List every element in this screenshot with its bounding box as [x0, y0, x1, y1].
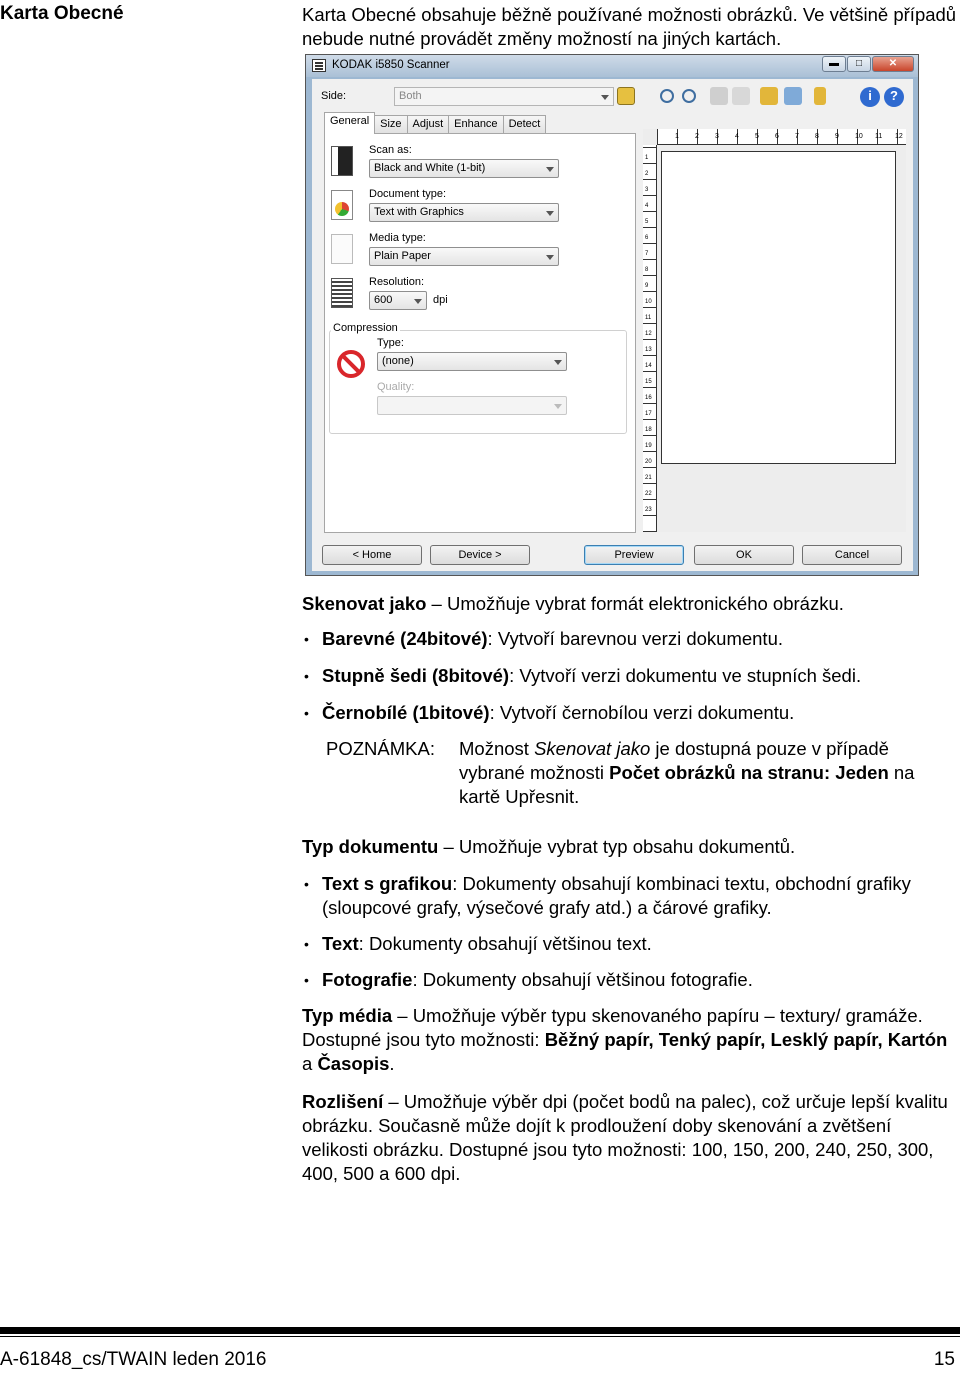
chevron-down-icon: [601, 95, 609, 100]
chevron-down-icon: [554, 404, 562, 409]
note-part1: Možnost: [459, 738, 535, 759]
ruler-left-label: 14: [645, 363, 652, 369]
document-type-select[interactable]: [369, 203, 559, 222]
quality-label: Quality:: [377, 381, 415, 393]
doc-type-heading-desc: – Umožňuje vybrat typ obsahu dokumentů.: [438, 836, 796, 857]
ruler-left-label: 11: [645, 315, 652, 321]
chevron-down-icon: [554, 360, 562, 365]
chevron-down-icon: [546, 211, 554, 216]
scan-as-icon: [331, 146, 353, 176]
color-desc: : Vytvoří barevnou verzi dokumentu.: [487, 628, 784, 649]
scan-as-heading-desc: – Umožňuje vybrat formát elektronického obrázku.: [426, 593, 844, 614]
image-icon[interactable]: [784, 87, 802, 105]
note-italic: Skenovat jako: [534, 738, 651, 759]
compression-type-select[interactable]: [377, 352, 567, 371]
section-title: Karta Obecné: [0, 3, 124, 24]
footer-rule: [0, 1327, 960, 1334]
ruler-top-label: 11: [875, 133, 883, 140]
media-type-label: Media type:: [369, 232, 426, 244]
quality-select[interactable]: [377, 396, 567, 415]
tab-general[interactable]: General: [324, 112, 375, 134]
ruler-left-label: 22: [645, 491, 652, 497]
resolution-select[interactable]: [369, 291, 427, 310]
intro-paragraph: Karta Obecné obsahuje běžně používané možnosti obrázků. Ve většině případů nebude nutné provádět změny možností na jiných kartách.: [302, 4, 957, 49]
page-number: 15: [933, 1349, 955, 1370]
ruler-left-label: 23: [645, 507, 652, 513]
maximize-button[interactable]: □: [847, 56, 871, 72]
preview-page: [661, 151, 896, 464]
side-select[interactable]: [394, 87, 614, 106]
ruler-left-label: 18: [645, 427, 652, 433]
ruler-left-label: 20: [645, 459, 652, 465]
document-type-label: Document type:: [369, 188, 447, 200]
ruler-left-label: 21: [645, 475, 652, 481]
chevron-down-icon: [414, 299, 422, 304]
text-graphics-desc: : Dokumenty obsahují kombinaci textu, obchodní grafiky (sloupcové grafy, výsečové grafy atd.) a čárové grafiky.: [322, 873, 911, 918]
list-item: [302, 627, 952, 651]
ruler-left-label: 19: [645, 443, 652, 449]
ruler-icon[interactable]: [814, 87, 826, 105]
list-item: [302, 968, 952, 992]
dialog-title: KODAK i5850 Scanner: [332, 59, 450, 71]
compression-type-label: Type:: [377, 337, 404, 349]
scan-as-label: Scan as:: [369, 144, 412, 156]
media-type-heading: Typ média: [302, 1005, 393, 1026]
document-type-value: Text with Graphics: [374, 206, 464, 218]
ok-button[interactable]: OK: [694, 545, 794, 565]
scanner-app-icon: [312, 59, 326, 72]
ruler-left-label: 10: [645, 299, 652, 305]
doc-type-heading: Typ dokumentu: [302, 836, 439, 857]
ruler-left-label: 13: [645, 347, 652, 353]
dialog-titlebar: [306, 55, 918, 77]
ruler-top-label: 7: [795, 133, 799, 140]
media-type-select[interactable]: [369, 247, 559, 266]
document-type-icon: [331, 190, 353, 220]
rotate-icon[interactable]: [710, 87, 728, 105]
list-item: [302, 932, 952, 956]
media-type-last: Časopis: [317, 1053, 390, 1074]
cancel-button[interactable]: Cancel: [802, 545, 902, 565]
media-type-desc: – Umožňuje výběr typu skenovaného papíru – textury/ gramáže. Dostupné jsou tyto možnosti:: [302, 1005, 923, 1050]
help-icon[interactable]: ?: [884, 87, 904, 107]
settings-shortcut-icon[interactable]: [617, 87, 635, 105]
grid-icon[interactable]: [732, 87, 750, 105]
bw-desc: : Vytvoří černobílou verzi dokumentu.: [489, 702, 795, 723]
ruler-top-label: 10: [855, 133, 863, 140]
note-label: POZNÁMKA:: [326, 738, 435, 759]
photo-desc: : Dokumenty obsahují většinou fotografie.: [412, 969, 753, 990]
zoom-in-icon[interactable]: [660, 89, 674, 103]
ruler-top-label: 5: [755, 133, 759, 140]
preview-area: [643, 129, 906, 532]
list-item: [302, 701, 952, 725]
dialog-client: [312, 79, 913, 571]
text-term: Text: [322, 933, 359, 954]
note-part3: na kartě Upřesnit.: [459, 762, 915, 807]
ruler-left-label: 4: [645, 203, 649, 209]
ruler-left-label: 7: [645, 251, 649, 257]
resolution-paragraph: [302, 1090, 957, 1186]
note-part2: je dostupná pouze v případě vybrané možnosti: [459, 738, 889, 783]
note-text: [459, 737, 957, 809]
light-bulb-icon[interactable]: [760, 87, 778, 105]
ruler-top-label: 4: [735, 133, 739, 140]
ruler-top-label: 8: [815, 133, 819, 140]
doc-type-paragraph: [302, 835, 957, 859]
scan-as-select[interactable]: [369, 159, 559, 178]
text-graphics-term: Text s grafikou: [322, 873, 453, 894]
ruler-top-label: 3: [715, 133, 719, 140]
ruler-left-label: 3: [645, 187, 649, 193]
ruler-top-label: 2: [695, 133, 699, 140]
gray-desc: : Vytvoří verzi dokumentu ve stupních šedi.: [509, 665, 862, 686]
resolution-label: Resolution:: [369, 276, 425, 288]
ruler-left-label: 17: [645, 411, 652, 417]
media-type-value: Plain Paper: [374, 250, 431, 262]
ruler-left: [643, 145, 657, 532]
chevron-down-icon: [546, 167, 554, 172]
ruler-top-label: 12: [895, 133, 903, 140]
scan-as-heading: Skenovat jako: [302, 593, 427, 614]
ruler-left-label: 12: [645, 331, 652, 337]
media-type-paragraph: [302, 1004, 957, 1076]
compression-label: Compression: [333, 322, 398, 334]
ruler-top-label: 1: [675, 133, 679, 140]
scan-as-paragraph: [302, 592, 957, 616]
color-term: Barevné (24bitové): [322, 628, 488, 649]
media-type-and: a: [302, 1053, 318, 1074]
footer-rule-thin: [0, 1336, 960, 1337]
list-item: [302, 872, 952, 920]
resolution-unit: dpi: [433, 294, 448, 306]
footer-doc-id: A-61848_cs/TWAIN leden 2016: [0, 1349, 267, 1370]
resolution-heading: Rozlišení: [302, 1091, 384, 1112]
chevron-down-icon: [546, 255, 554, 260]
minimize-button[interactable]: ▬: [822, 56, 846, 72]
ruler-left-label: 15: [645, 379, 652, 385]
info-icon[interactable]: i: [860, 87, 880, 107]
list-item: [302, 664, 952, 688]
scan-as-value: Black and White (1-bit): [374, 162, 486, 174]
text-desc: : Dokumenty obsahují většinou text.: [358, 933, 652, 954]
note-bold: Počet obrázků na stranu: Jeden: [609, 762, 889, 783]
close-button[interactable]: ✕: [872, 56, 914, 72]
general-tab-panel: [324, 133, 636, 533]
media-type-icon: [331, 234, 353, 264]
ruler-left-label: 16: [645, 395, 652, 401]
ruler-left-label: 5: [645, 219, 649, 225]
home-button[interactable]: < Home: [322, 545, 422, 565]
device-button[interactable]: Device >: [430, 545, 530, 565]
ruler-left-label: 8: [645, 267, 649, 273]
ruler-left-label: 9: [645, 283, 649, 289]
ruler-top: [657, 129, 906, 145]
side-value: Both: [399, 90, 422, 102]
resolution-icon: [331, 278, 353, 308]
ruler-left-label: 6: [645, 235, 649, 241]
media-type-end: .: [389, 1053, 395, 1074]
ruler-left-label: 2: [645, 171, 649, 177]
bw-term: Černobílé (1bitové): [322, 702, 490, 723]
tab-bar: [324, 112, 545, 134]
ruler-left-label: 1: [645, 155, 649, 161]
resolution-value: 600: [374, 294, 393, 306]
gray-term: Stupně šedi (8bitové): [322, 665, 510, 686]
resolution-desc: – Umožňuje výběr dpi (počet bodů na palec), což určuje lepší kvalitu obrázku. Současně může dojít k prodloužení doby skenování a zvětšení velikosti obrázku. Dostupné jsou tyto možnosti: 100, 150, 200, 240, 250, 300, 400, 500 a 600 dpi.: [302, 1091, 948, 1184]
media-type-options: Běžný papír, Tenký papír, Lesklý papír, Kartón: [544, 1029, 948, 1050]
compression-type-value: (none): [382, 355, 414, 367]
no-compression-icon: [337, 350, 365, 378]
scanner-dialog: [305, 54, 919, 576]
side-label: Side:: [321, 90, 347, 102]
ruler-top-label: 6: [775, 133, 779, 140]
tab-size[interactable]: Size: [374, 115, 407, 134]
compression-group: [329, 330, 627, 434]
preview-button[interactable]: Preview: [584, 545, 684, 565]
tab-detect[interactable]: Detect: [503, 115, 547, 134]
tab-adjust[interactable]: Adjust: [407, 115, 450, 134]
tab-enhance[interactable]: Enhance: [448, 115, 503, 134]
photo-term: Fotografie: [322, 969, 413, 990]
ruler-top-label: 9: [835, 133, 839, 140]
zoom-out-icon[interactable]: [682, 89, 696, 103]
